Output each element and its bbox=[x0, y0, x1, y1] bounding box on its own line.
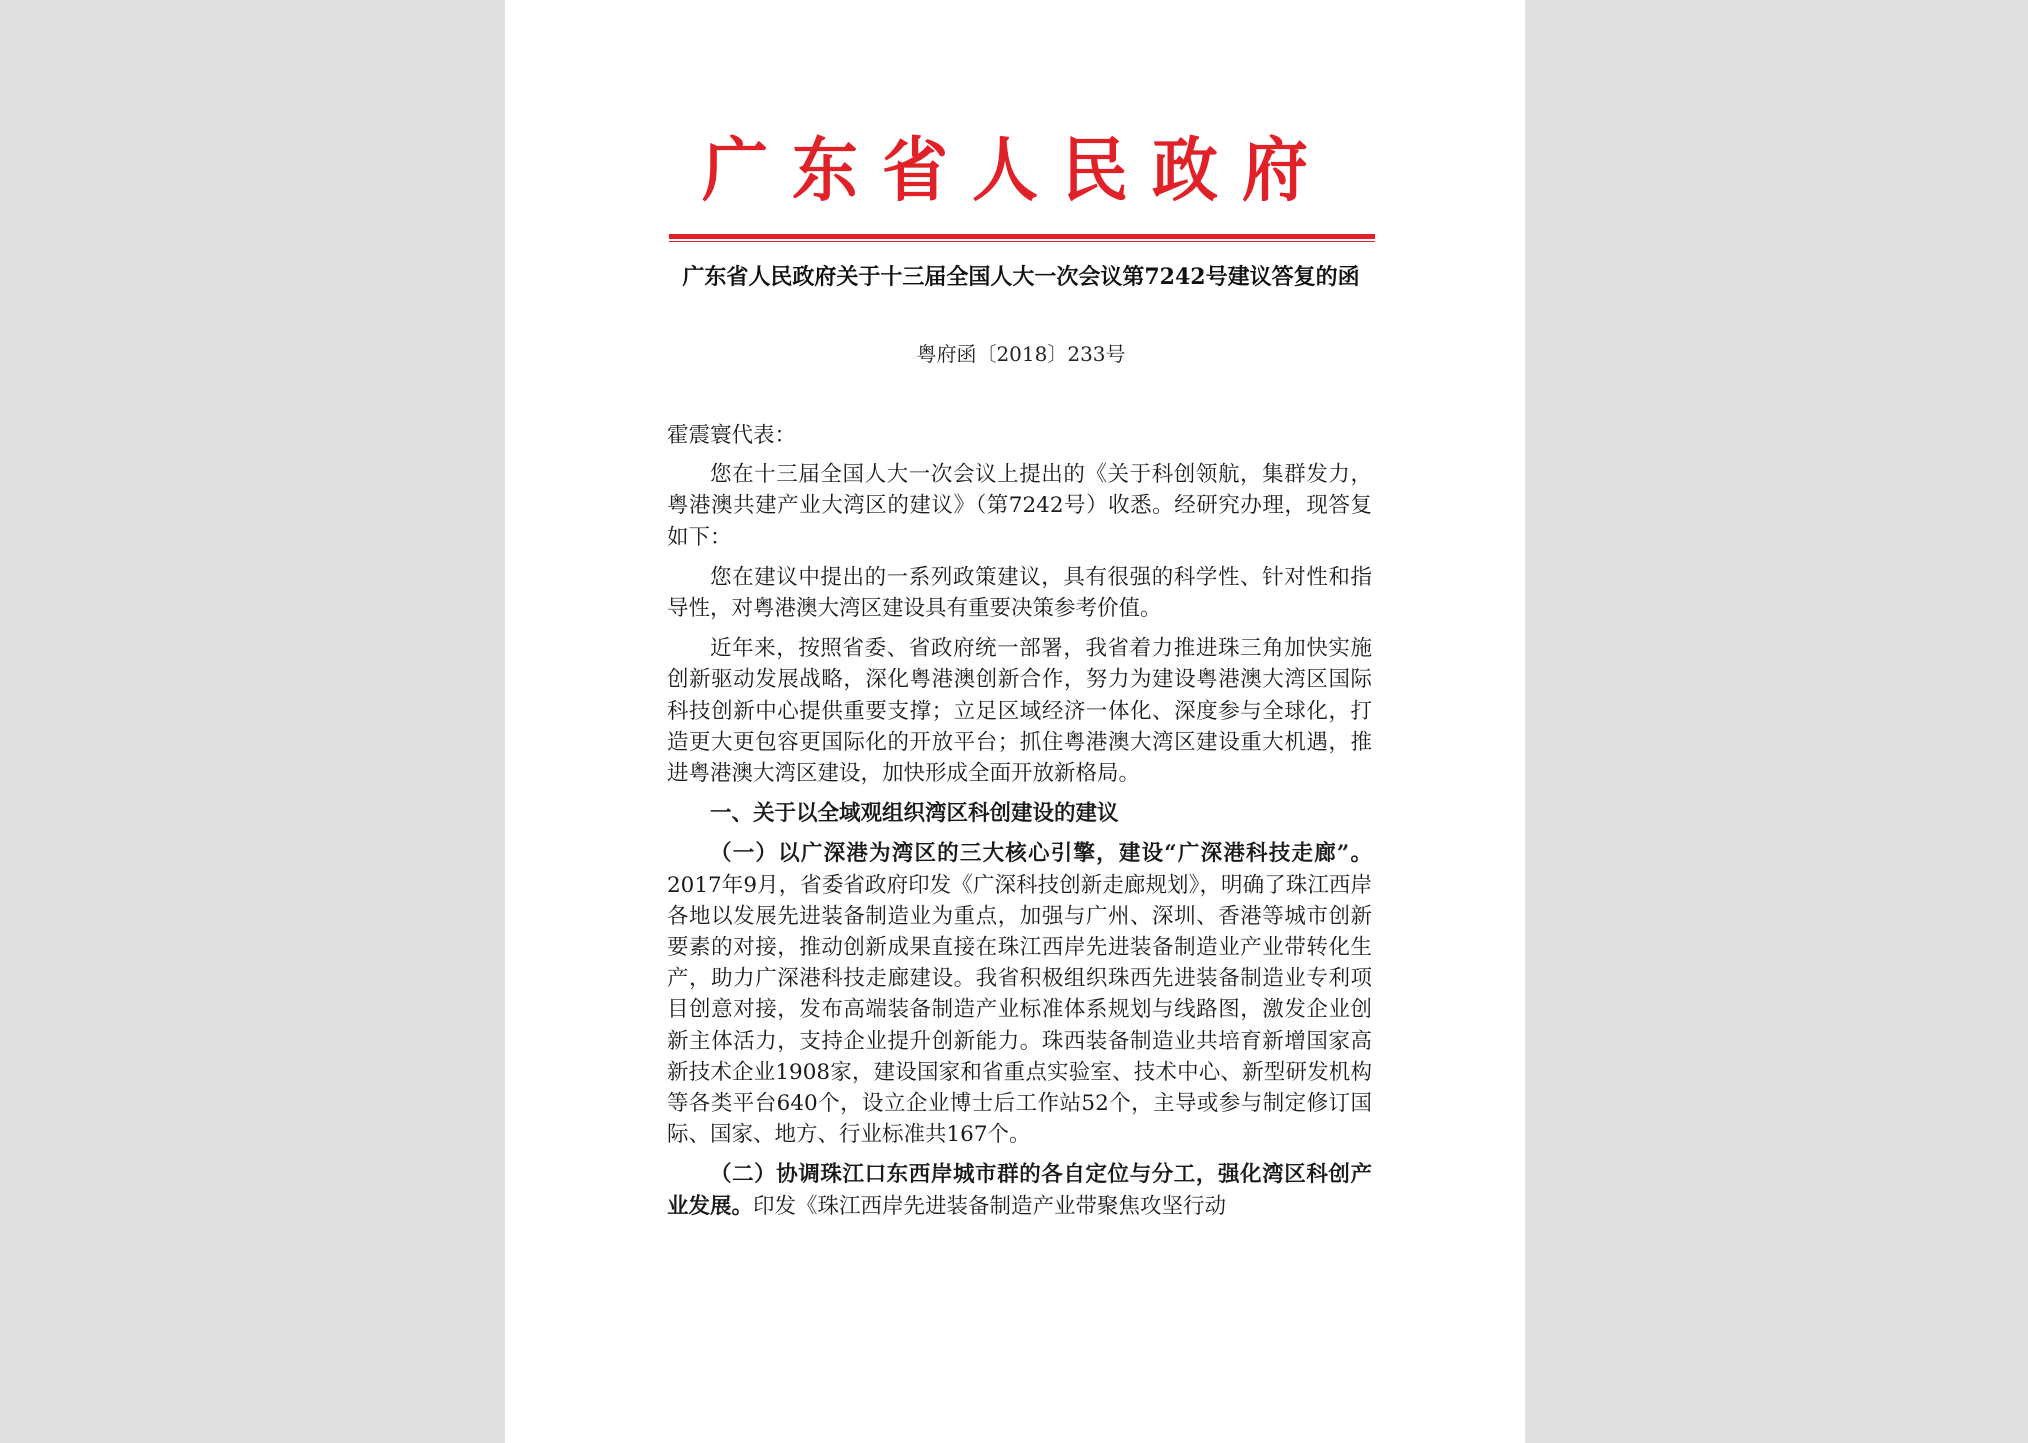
paragraph-3: 近年来，按照省委、省政府统一部署，我省着力推进珠三角加快实施创新驱动发展战略，深化粤港澳创新合作，努力为建设粤港澳大湾区国际科技创新中心提供重要支撑；立足区域经济一体化、深度参与全球化，打造更大更包容更国际化的开放平台；抓住粤港澳大湾区建设重大机遇，推进粤港澳大湾区建设，加快形成全面开放新格局。 bbox=[667, 636, 1372, 787]
paragraph-2: 您在建议中提出的一系列政策建议，具有很强的科学性、针对性和指导性，对粤港澳大湾区建设具有重要决策参考价值。 bbox=[667, 564, 1372, 622]
item-2-body: 印发《珠江西岸先进装备制造产业带聚焦攻坚行动 bbox=[753, 1193, 1227, 1219]
salutation: 霍震寰代表： bbox=[667, 423, 797, 448]
document-body bbox=[667, 420, 1372, 1231]
item-2-paragraph bbox=[667, 1159, 1372, 1221]
letterhead-red-rule-thin bbox=[669, 241, 1375, 242]
document-number: 粤府函〔2018〕233号 bbox=[916, 342, 1126, 366]
paragraph-1: 您在十三届全国人大一次会议上提出的《关于科创领航，集群发力，粤港澳共建产业大湾区的建议》（第7242号）收悉。经研究办理，现答复如下： bbox=[667, 462, 1372, 550]
document-title: 广东省人民政府关于十三届全国人大一次会议第7242号建议答复的函 bbox=[682, 264, 1360, 290]
section-heading-1: 一、关于以全域观组织湾区科创建设的建议 bbox=[710, 801, 1119, 827]
document-page bbox=[505, 0, 1525, 1443]
item-1-title: （一）以广深港为湾区的三大核心引擎，建设“广深港科技走廊”。 bbox=[710, 841, 1372, 867]
item-1-body: 2017年9月，省委省政府印发《广深科技创新走廊规划》，明确了珠江西岸各地以发展先进装备制造业为重点，加强与广州、深圳、香港等城市创新要素的对接，推动创新成果直接在珠江西岸先进装备制造业产业带转化生产，助力广深港科技走廊建设。我省积极组织珠西先进装备制造业专利项目创意对接，发布高端装备制造产业标准体系规划与线路图，激发企业创新主体活力，支持企业提升创新能力。珠西装备制造业共培育新增国家高新技术企业1908家，建设国家和省重点实验室、技术中心、新型研发机构等各类平台640个，设立企业博士后工作站52个，主导或参与制定修订国际、国家、地方、行业标准共167个。 bbox=[667, 872, 1372, 1148]
item-1-paragraph bbox=[667, 838, 1372, 1150]
item-2-title: （二）协调珠江口东西岸城市群的各自定位与分工，强化湾区科创产业发展。 bbox=[667, 1162, 1372, 1219]
letterhead-title: 广东省人民政府 bbox=[702, 129, 1332, 211]
letterhead-red-rule bbox=[669, 234, 1375, 239]
